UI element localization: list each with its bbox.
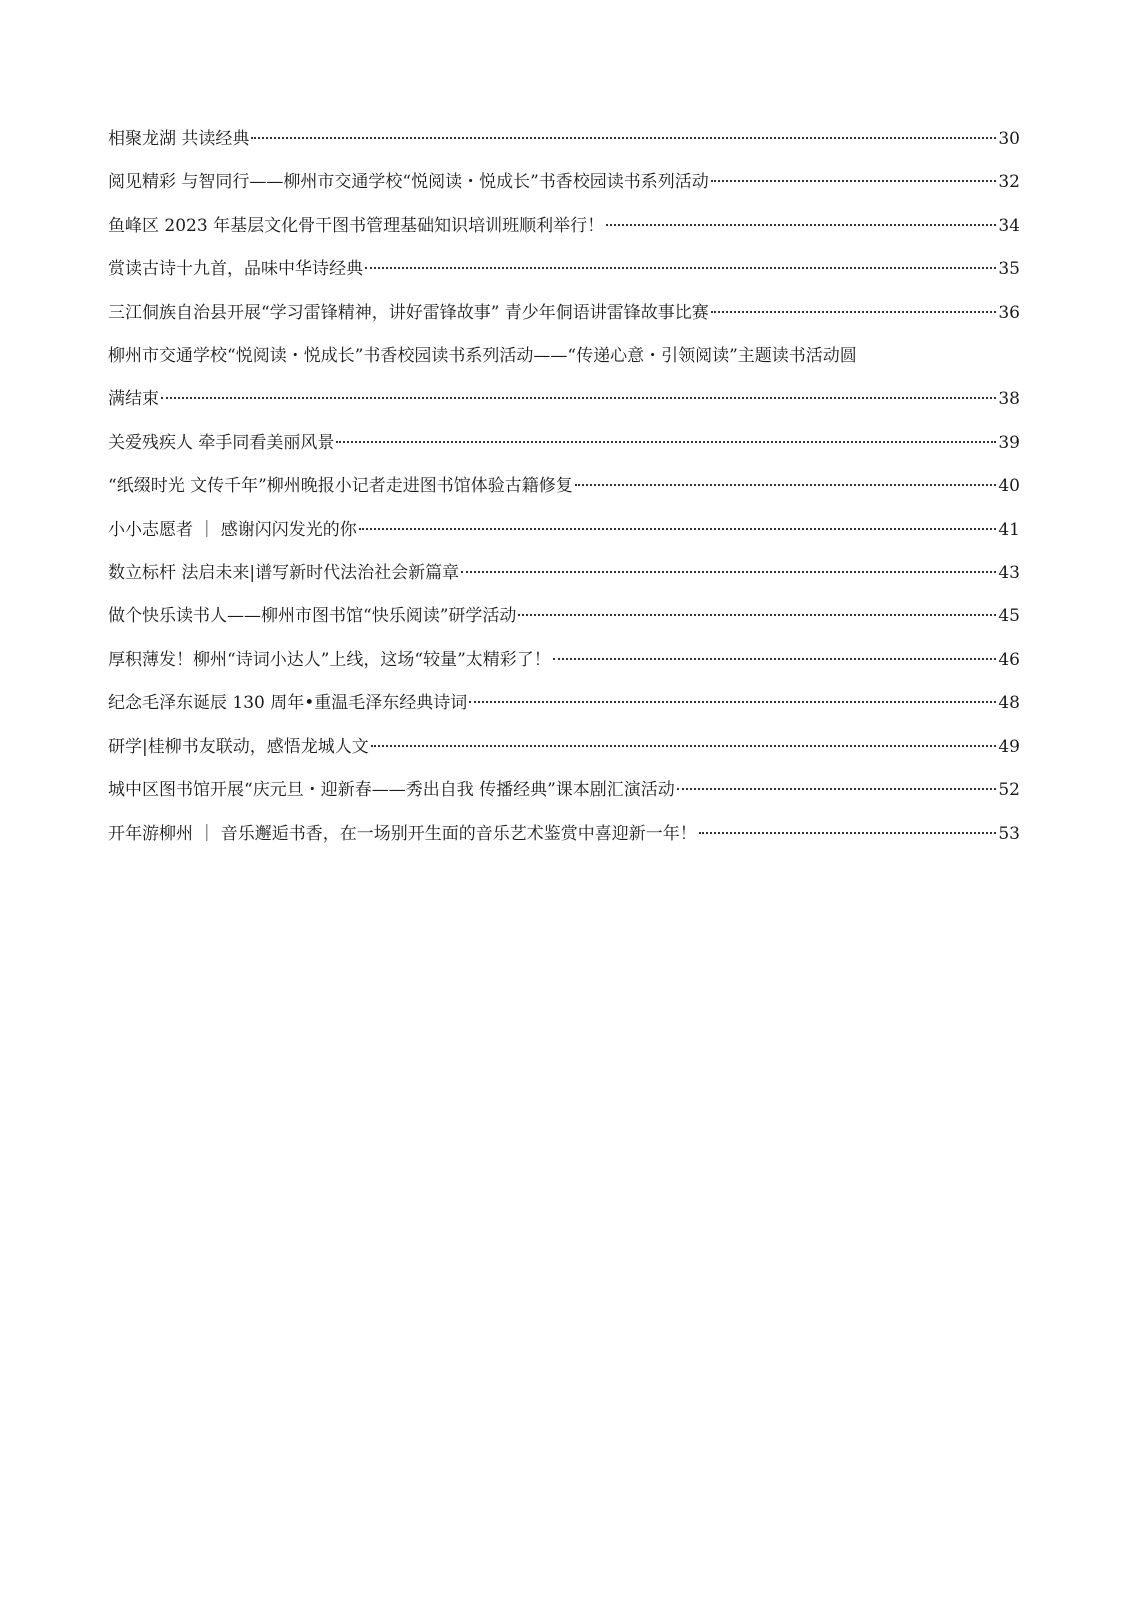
toc-entry <box>108 813 1020 856</box>
dot-leader <box>469 701 996 703</box>
toc-entry <box>108 509 1020 552</box>
toc-entry-page: 46 <box>998 649 1020 670</box>
toc-entry-title: 城中区图书馆开展“庆元旦・迎新春——秀出自我 传播经典”课本剧汇演活动 <box>108 780 675 801</box>
toc-entry-page: 52 <box>998 780 1020 801</box>
dot-leader <box>365 267 996 269</box>
toc-entry <box>108 639 1020 682</box>
toc-entry <box>108 378 1020 421</box>
dot-leader <box>359 528 997 530</box>
toc-entry <box>108 118 1020 161</box>
toc-entry-title: 开年游柳州 ｜ 音乐邂逅书香，在一场别开生面的音乐艺术鉴赏中喜迎新一年！ <box>108 823 697 844</box>
toc-entry-title: “纸缀时光 文传千年”柳州晚报小记者走进图书馆体验古籍修复 <box>108 476 573 497</box>
table-of-contents <box>108 118 1020 856</box>
toc-entry-page: 49 <box>998 736 1020 757</box>
dot-leader <box>336 441 996 443</box>
toc-entry-page: 35 <box>998 259 1020 280</box>
toc-entry-page: 41 <box>998 519 1020 540</box>
dot-leader <box>677 788 997 790</box>
dot-leader <box>461 571 996 573</box>
toc-entry-title: 相聚龙湖 共读经典 <box>108 129 250 149</box>
toc-entry-title: 关爱残疾人 牵手同看美丽风景 <box>108 432 335 453</box>
dot-leader <box>371 745 997 747</box>
toc-entry-title: 研学|桂柳书友联动，感悟龙城人文 <box>108 736 369 757</box>
dot-leader <box>606 224 996 226</box>
toc-entry-page: 38 <box>998 389 1020 410</box>
dot-leader <box>161 397 996 399</box>
toc-entry-title: 数立标杆 法启未来|谱写新时代法治社会新篇章 <box>108 563 460 584</box>
toc-entry-page: 43 <box>998 563 1020 584</box>
toc-entry-page: 30 <box>998 129 1020 149</box>
toc-entry-page: 40 <box>998 476 1020 497</box>
toc-entry-title-line-1: 柳州市交通学校“悦阅读・悦成长”书香校园读书系列活动——“传递心意・引领阅读”主题读书活动圆 <box>108 346 857 367</box>
dot-leader <box>251 137 996 139</box>
dot-leader <box>711 180 997 182</box>
toc-entry-title: 厚积薄发！柳州“诗词小达人”上线，这场“较量”太精彩了！ <box>108 649 551 670</box>
toc-entry-title: 满结束 <box>108 389 159 410</box>
toc-entry-title: 鱼峰区 2023 年基层文化骨干图书管理基础知识培训班顺利举行！ <box>108 215 605 236</box>
dot-leader <box>575 484 997 486</box>
toc-entry-page: 34 <box>998 215 1020 236</box>
toc-entry <box>108 682 1020 725</box>
toc-entry <box>108 292 1020 335</box>
dot-leader <box>699 832 997 834</box>
toc-entry-page: 36 <box>998 302 1020 323</box>
toc-entry-page: 53 <box>998 823 1020 844</box>
toc-entry-page: 32 <box>998 172 1020 193</box>
toc-entry <box>108 552 1020 595</box>
toc-entry <box>108 248 1020 291</box>
toc-entry <box>108 465 1020 508</box>
toc-entry <box>108 205 1020 248</box>
toc-entry-page: 45 <box>998 606 1020 627</box>
dot-leader <box>711 311 997 313</box>
toc-entry-title: 阅见精彩 与智同行——柳州市交通学校“悦阅读・悦成长”书香校园读书系列活动 <box>108 172 709 193</box>
toc-entry-first-line <box>108 335 1020 378</box>
toc-entry <box>108 595 1020 638</box>
toc-entry-title: 三江侗族自治县开展“学习雷锋精神，讲好雷锋故事” 青少年侗语讲雷锋故事比赛 <box>108 302 709 323</box>
toc-entry-page: 48 <box>998 693 1020 714</box>
toc-entry-title: 做个快乐读书人——柳州市图书馆“快乐阅读”研学活动 <box>108 606 517 627</box>
toc-entry <box>108 769 1020 812</box>
toc-entry <box>108 161 1020 204</box>
dot-leader <box>553 658 997 660</box>
toc-entry-page: 39 <box>998 432 1020 453</box>
dot-leader <box>518 614 996 616</box>
toc-entry-title: 小小志愿者 ｜ 感谢闪闪发光的你 <box>108 519 357 540</box>
toc-entry-title: 赏读古诗十九首，品味中华诗经典 <box>108 259 363 280</box>
toc-entry-title: 纪念毛泽东诞辰 130 周年•重温毛泽东经典诗词 <box>108 693 468 714</box>
toc-entry <box>108 422 1020 465</box>
toc-entry <box>108 726 1020 769</box>
